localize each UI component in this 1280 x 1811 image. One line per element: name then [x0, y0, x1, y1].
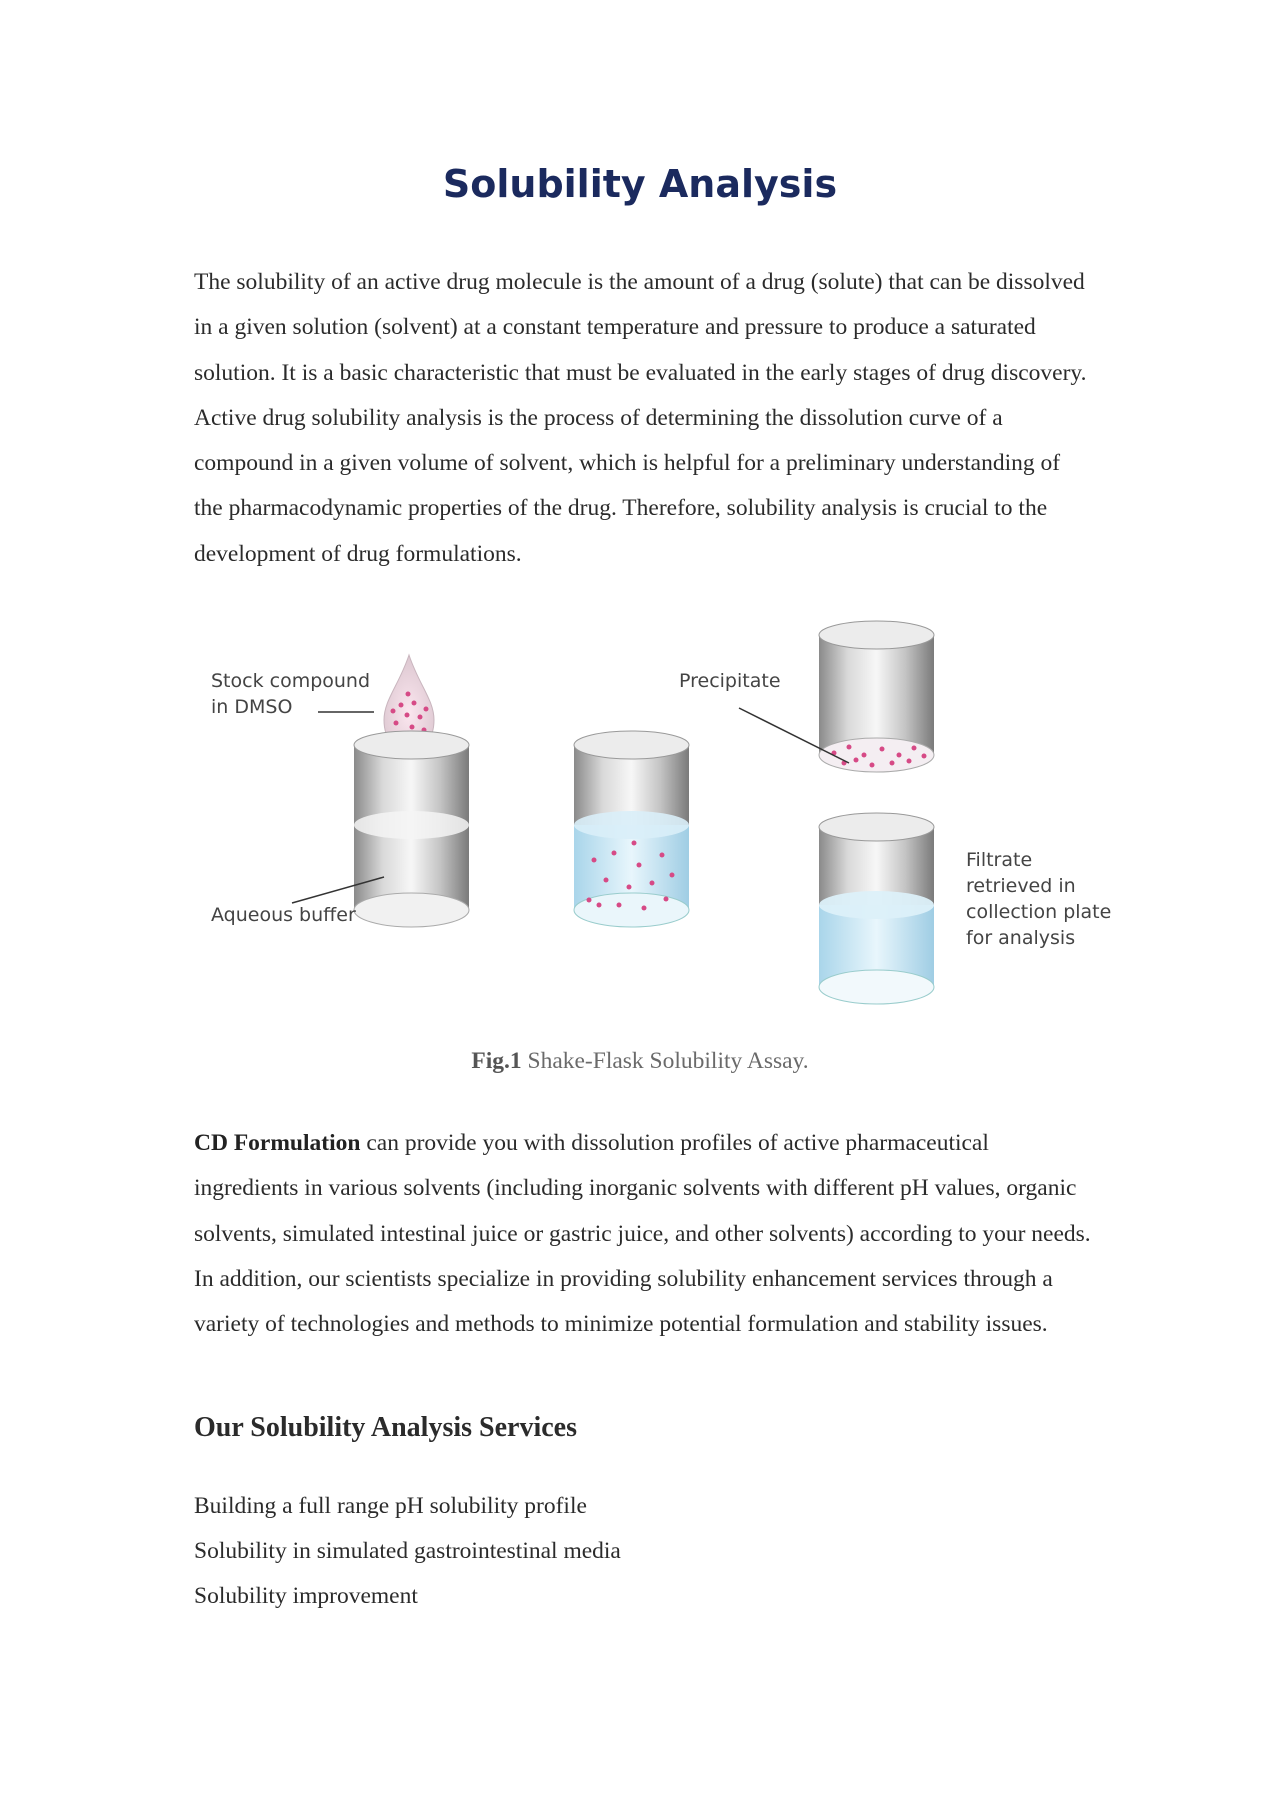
- caption-prefix: Fig.1: [471, 1048, 522, 1074]
- label-aqueous-buffer: Aqueous buffer: [211, 904, 356, 926]
- label-filtrate-1: Filtrate: [966, 849, 1033, 871]
- label-filtrate-3: collection plate: [966, 901, 1112, 923]
- intro-paragraph: The solubility of an active drug molecule is the amount of a drug (solute) that can be dissolved in a given solution (solvent) at a constant temperature and pressure to produce a saturated solution. It is a basic characteristic that must be evaluated in the early stages of drug discovery. Active drug solubility analysis is the process of determining the dissolution curve of a compound in a given volume of solvent, which is helpful for a preliminary understanding of the pharmacodynamic properties of the drug. Therefore, solubility analysis is crucial to the development of drug formulations.: [194, 269, 1087, 567]
- beaker-precipitate: [819, 621, 934, 772]
- label-stock-compound: Stock compound: [211, 670, 371, 692]
- services-list: [194, 1484, 621, 1619]
- service-item: Solubility improvement: [194, 1583, 418, 1609]
- beaker-mixed: [574, 731, 689, 927]
- service-item: Solubility in simulated gastrointestinal media: [194, 1538, 621, 1564]
- label-in-dmso: in DMSO: [211, 696, 293, 718]
- figure-caption: [0, 1048, 1280, 1075]
- page-title: Solubility Analysis: [442, 162, 838, 206]
- shake-flask-figure: [194, 615, 1124, 1020]
- beaker-filtrate: [819, 813, 934, 1004]
- beaker-aqueous-buffer: [354, 731, 469, 927]
- label-filtrate-2: retrieved in: [966, 875, 1076, 897]
- caption-text: Shake-Flask Solubility Assay.: [521, 1048, 809, 1074]
- services-heading: Our Solubility Analysis Services: [194, 1412, 577, 1443]
- service-item: Building a full range pH solubility profile: [194, 1493, 587, 1519]
- label-filtrate-4: for analysis: [966, 927, 1076, 949]
- company-name: CD Formulation: [194, 1130, 361, 1156]
- label-precipitate: Precipitate: [679, 670, 781, 692]
- cd-paragraph-text: can provide you with dissolution profiles of active pharmaceutical ingredients in various solvents (including inorganic solvents with different pH values, organic solvents, simulated intestinal juice or gastric juice, and other solvents) according to your needs. In addition, our scientists specialize in providing solubility enhancement services through a variety of technologies and methods to minimize potential formulation and stability issues.: [194, 1130, 1091, 1338]
- cd-paragraph: [194, 1121, 1094, 1347]
